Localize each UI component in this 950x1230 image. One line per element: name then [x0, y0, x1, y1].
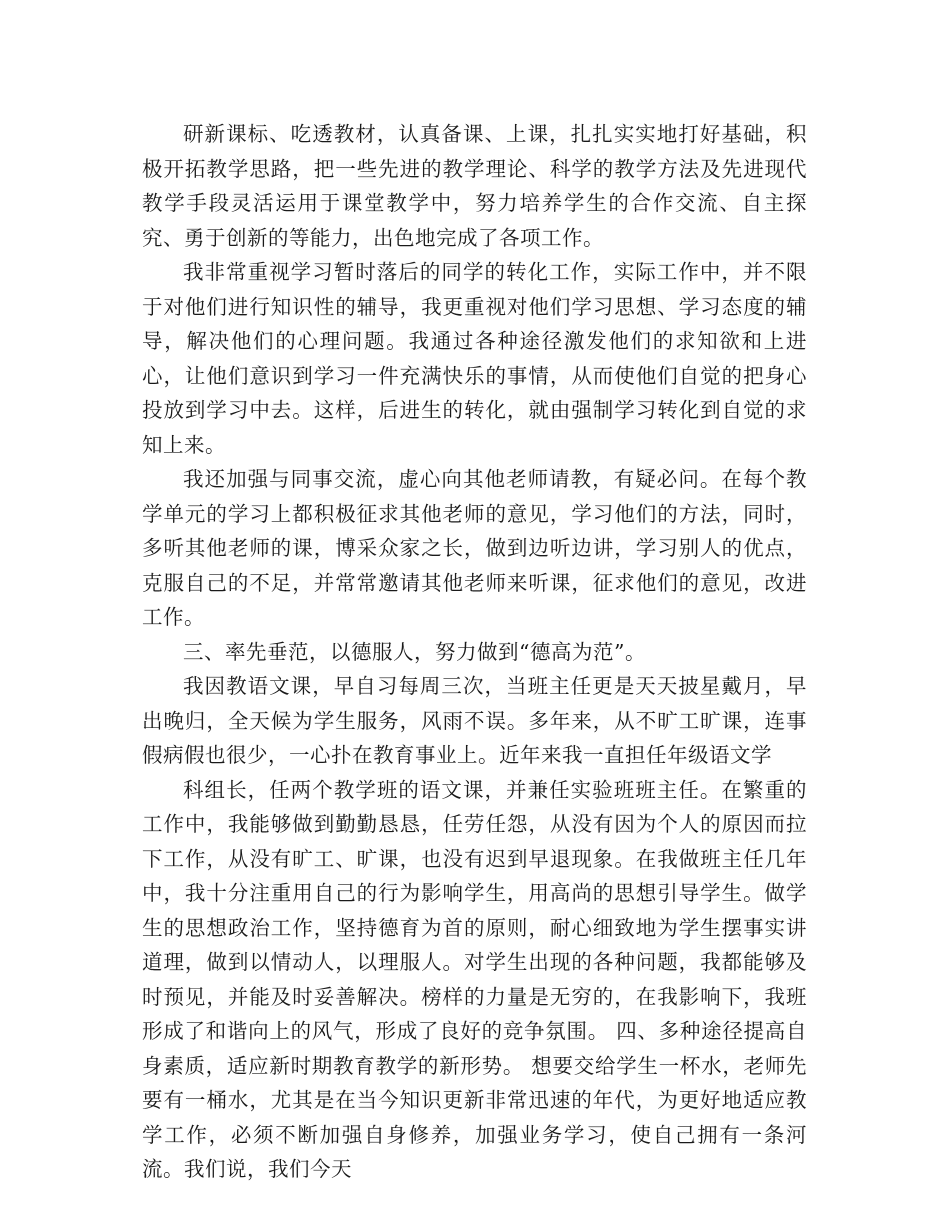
paragraph-3: 我还加强与同事交流，虚心向其他老师请教，有疑必问。在每个教学单元的学习上都积极征求其他老师的意见，学习他们的方法，同时，多听其他老师的课，博采众家之长，做到边听边讲，学习别人的优点，克服自己的不足，并常常邀请其他老师来听课，征求他们的意见，改进工作。	[142, 467, 807, 629]
paragraph-5: 科组长，任两个教学班的语文课，并兼任实验班班主任。在繁重的工作中，我能够做到勤勤恳恳，任劳任怨，从没有因为个人的原因而拉下工作，从没有旷工、旷课，也没有迟到早退现象。在我做班主任几年中，我十分注重用自己的行为影响学生，用高尚的思想引导学生。做学生的思想政治工作，坚持德育为首的原则，耐心细致地为学生摆事实讲道理，做到以情动人，以理服人。对学生出现的各种问题，我都能够及时预见，并能及时妥善解决。榜样的力量是无穷的，在我影响下，我班形成了和谐向上的风气，形成了良好的竞争氛围。 四、多种途径提高自身素质，适应新时期教育教学的新形势。 想要交给学生一杯水，老师先要有一桶水，尤其是在当今知识更新非常迅速的年代，为更好地适应教学工作，必须不断加强自身修养，加强业务学习，使自己拥有一条河流。我们说，我们今天	[142, 777, 807, 1181]
paragraph-2: 我非常重视学习暂时落后的同学的转化工作，实际工作中，并不限于对他们进行知识性的辅导，我更重视对他们学习思想、学习态度的辅导，解决他们的心理问题。我通过各种途径激发他们的求知欲和上进心，让他们意识到学习一件充满快乐的事情，从而使他们自觉的把身心投放到学习中去。这样，后进生的转化，就由强制学习转化到自觉的求知上来。	[142, 260, 807, 457]
paragraph-4: 我因教语文课，早自习每周三次，当班主任更是天天披星戴月，早出晚归，全天候为学生服务，风雨不误。多年来，从不旷工旷课，连事假病假也很少，一心扑在教育事业上。近年来我一直担任年级语文学	[142, 674, 807, 767]
section-heading-3: 三、率先垂范，以德服人，努力做到“德高为范”。	[183, 639, 646, 664]
document-body	[142, 117, 807, 1187]
paragraph-1: 研新课标、吃透教材，认真备课、上课，扎扎实实地打好基础，积极开拓教学思路，把一些先进的教学理论、科学的教学方法及先进现代教学手段灵活运用于课堂教学中，努力培养学生的合作交流、自主探究、勇于创新的等能力，出色地完成了各项工作。	[142, 122, 807, 250]
